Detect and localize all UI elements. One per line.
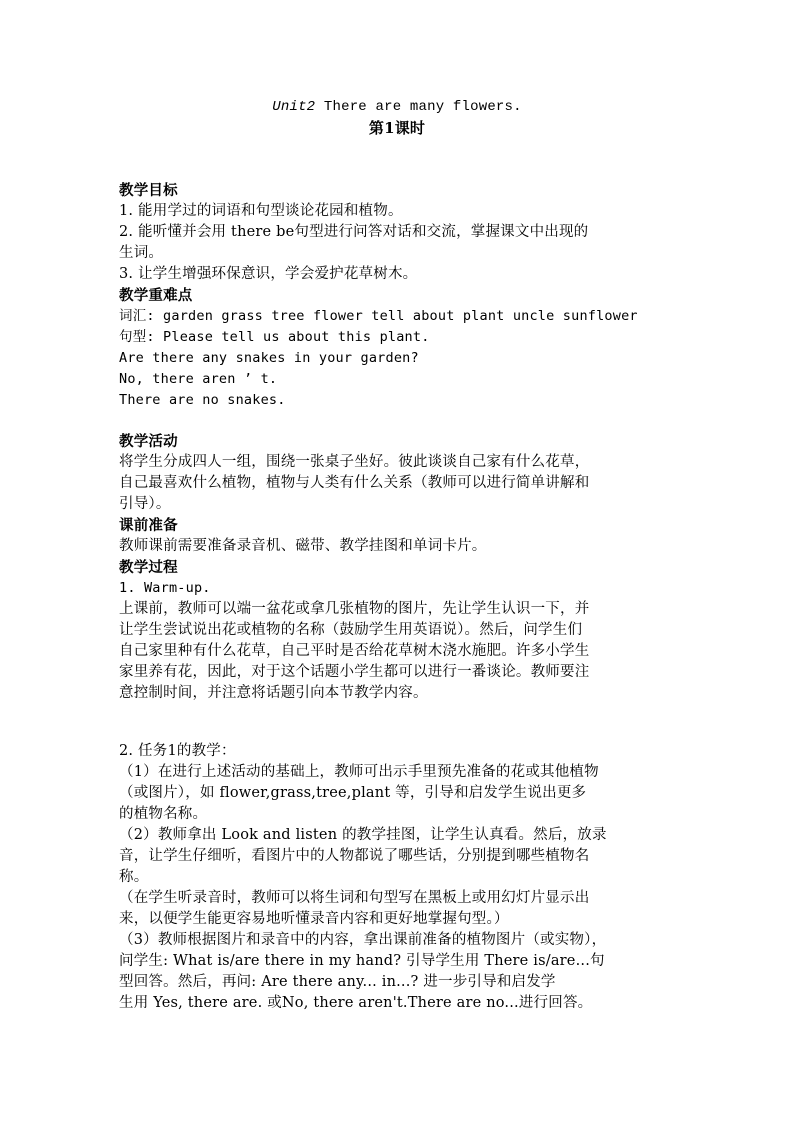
key-answer: There are no snakes. <box>119 392 286 408</box>
process-heading: 教学过程 <box>119 559 178 576</box>
warmup-line: 让学生尝试说出花或植物的名称（鼓励学生用英语说）。然后，问学生们 <box>119 622 583 638</box>
goal-item: 生词。 <box>119 245 164 261</box>
task-line: 音，让学生仔细听，看图片中的人物都说了哪些话，分别提到哪些植物名 <box>119 848 590 864</box>
task-line: 生用 Yes, there are. 或No, there aren't.There are no...进行回答。 <box>119 995 593 1011</box>
task-line: （1）在进行上述活动的基础上，教师可出示手里预先准备的花或其他植物 <box>119 764 599 780</box>
key-points-heading: 教学重难点 <box>119 287 193 304</box>
activity-line: 自己最喜欢什么植物，植物与人类有什么关系（教师可以进行简单讲解和 <box>119 475 590 491</box>
goals-heading: 教学目标 <box>119 182 178 199</box>
task-line: 问学生: What is/are there in my hand? 引导学生用 There is/are...句 <box>119 953 605 969</box>
task-line: 型回答。然后，再问: Are there any... in...? 进一步引导和启发学 <box>119 974 556 990</box>
key-answer: No, there aren ’ t. <box>119 371 278 387</box>
warmup-line: 意控制时间，并注意将话题引向本节教学内容。 <box>119 685 428 701</box>
task-line: （2）教师拿出 Look and listen 的教学挂图，让学生认真看。然后，放录 <box>119 827 607 843</box>
task-line: 称。 <box>119 869 149 885</box>
prep-text: 教师课前需要准备录音机、磁带、教学挂图和单词卡片。 <box>119 538 487 554</box>
goal-item: 2. 能听懂并会用 there be句型进行问答对话和交流，掌握课文中出现的 <box>119 224 589 240</box>
activity-line: 引导）。 <box>119 496 171 512</box>
task-line: （3）教师根据图片和录音中的内容，拿出课前准备的植物图片（或实物）， <box>119 932 607 948</box>
task-line: 来，以便学生能更容易地听懂录音内容和更好地掌握句型。） <box>119 911 509 927</box>
unit-label: Unit2 <box>272 99 316 115</box>
task-line: 的植物名称。 <box>119 806 208 822</box>
prep-heading: 课前准备 <box>119 517 178 534</box>
key-pattern: 句型: Please tell us about this plant. <box>119 329 430 345</box>
unit-title-text: There are many flowers. <box>323 99 522 115</box>
key-vocab: 词汇: garden grass tree flower tell about plant uncle sunflower <box>119 308 638 324</box>
task-line: （在学生听录音时，教师可以将生词和句型写在黑板上或用幻灯片显示出 <box>119 890 590 906</box>
lesson-title: 第1课时 <box>368 119 426 137</box>
warmup-line: 自己家里种有什么花草，自己平时是否给花草树木浇水施肥。许多小学生 <box>119 643 590 659</box>
unit-title <box>0 97 794 118</box>
goal-item: 3. 让学生增强环保意识，学会爱护花草树木。 <box>119 266 418 282</box>
warmup-line: 家里养有花，因此，对于这个话题小学生都可以进行一番谈论。教师要注 <box>119 664 590 680</box>
key-question: Are there any snakes in your garden? <box>119 350 419 366</box>
task-title: 2. 任务1的教学： <box>119 743 236 759</box>
activity-line: 将学生分成四人一组，围绕一张桌子坐好。彼此谈谈自己家有什么花草， <box>119 454 590 470</box>
activity-heading: 教学活动 <box>119 433 178 450</box>
warmup-title: 1. Warm-up. <box>119 580 211 596</box>
warmup-line: 上课前，教师可以端一盆花或拿几张植物的图片，先让学生认识一下，并 <box>119 601 590 617</box>
task-line: （或图片），如 flower,grass,tree,plant 等，引导和启发学生说出更多 <box>119 785 587 801</box>
goal-item: 1. 能用学过的词语和句型谈论花园和植物。 <box>119 203 403 219</box>
